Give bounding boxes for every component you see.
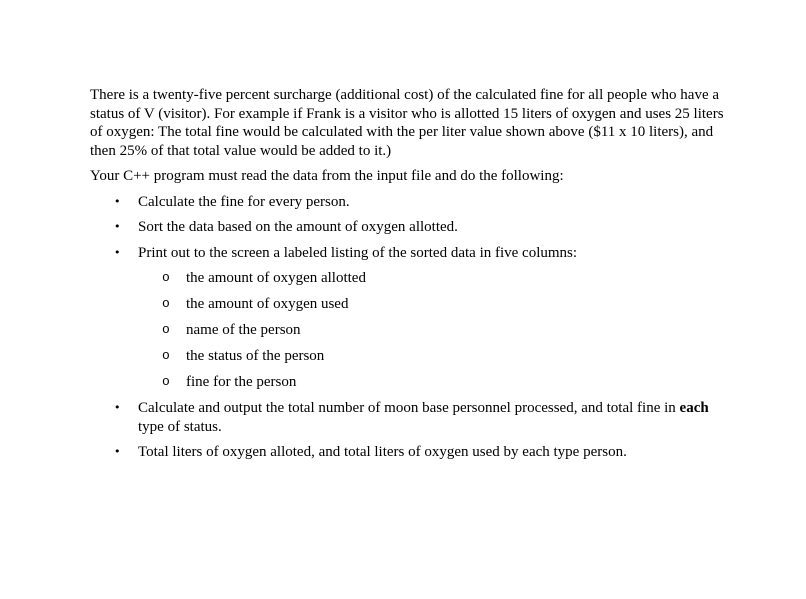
sub-list-item-text: the amount of oxygen allotted — [186, 270, 366, 286]
requirements-intro: Your C++ program must read the data from the input file and do the following: — [90, 168, 564, 184]
list-item-text: Sort the data based on the amount of oxygen allotted. — [138, 219, 458, 235]
sub-list-item-text: the amount of oxygen used — [186, 296, 349, 313]
sub-list-item — [138, 373, 730, 392]
circle-bullet-icon: o — [162, 322, 170, 338]
bullet-icon: • — [114, 401, 121, 415]
document-body — [90, 86, 730, 469]
list-item — [90, 244, 730, 392]
list-item-text — [138, 400, 709, 435]
emphasis-text: each — [679, 400, 709, 417]
bullet-icon: • — [114, 220, 121, 233]
sub-list-item-text: fine for the person — [186, 374, 297, 391]
list-item — [90, 218, 730, 237]
bullet-icon: • — [114, 194, 121, 208]
surcharge-paragraph: There is a twenty-five percent surcharge (additional cost) of the calculated fine for all people who have a status of V (visitor). For example if Frank is a visitor who is allotted 15 liters of oxygen and uses 25 liters of oxygen: The total fine would be calculated with the per liter value shown above ($11 x 10 liters), and then 25% of that total value would be added to it.) — [90, 87, 724, 159]
bullet-icon: • — [114, 245, 121, 259]
list-item-text-start: Calculate and output the total number of moon base personnel processed, and total fine in — [138, 400, 680, 417]
circle-bullet-icon: o — [162, 374, 170, 390]
list-item-text: Print out to the screen a labeled listing of the sorted data in five columns: — [138, 244, 578, 261]
column-list — [138, 269, 730, 392]
list-item — [90, 399, 730, 436]
sub-list-item — [138, 269, 730, 288]
circle-bullet-icon: o — [162, 348, 170, 364]
requirements-list — [90, 193, 730, 462]
list-item — [90, 193, 730, 212]
sub-list-item — [138, 295, 730, 314]
list-item-text-end: type of status. — [138, 418, 222, 435]
circle-bullet-icon: o — [162, 270, 170, 285]
sub-list-item-text: the status of the person — [186, 348, 325, 365]
list-item-text: Total liters of oxygen alloted, and total liters of oxygen used by each type person. — [138, 444, 627, 461]
sub-list-item — [138, 347, 730, 366]
sub-list-item-text: name of the person — [186, 322, 301, 339]
list-item — [90, 443, 730, 462]
sub-list-item — [138, 321, 730, 340]
bullet-icon: • — [114, 445, 121, 459]
list-item-text: Calculate the fine for every person. — [138, 193, 350, 210]
circle-bullet-icon: o — [162, 296, 170, 312]
